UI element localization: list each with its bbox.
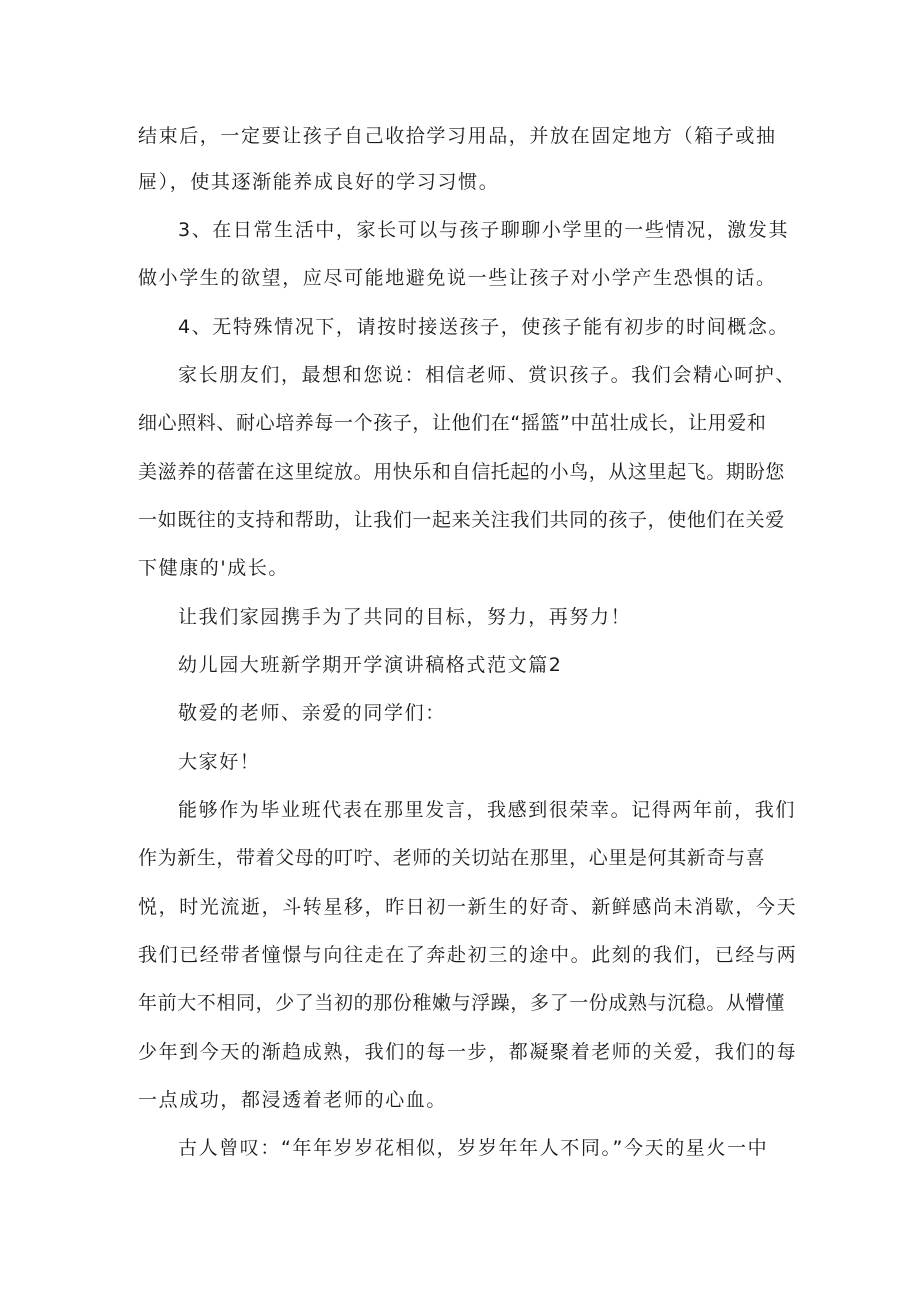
text-line-17: 悦，时光流逝，斗转星移，昨日初一新生的好奇、新鲜感尚未消歇，今天 xyxy=(138,896,798,918)
text-line-2: 屉），使其逐渐能养成良好的学习习惯。 xyxy=(138,171,500,193)
text-line-1: 结束后，一定要让孩子自己收拾学习用品，并放在固定地方（箱子或抽 xyxy=(138,125,777,147)
text-line-7: 细心照料、耐心培养每一个孩子，让他们在“摇篮”中茁壮成长，让用爱和 xyxy=(138,412,767,434)
text-line-4: 做小学生的欲望，应尽可能地避免说一些让孩子对小学产生恐惧的话。 xyxy=(138,267,777,289)
text-line-5: 4、无特殊情况下，请按时接送孩子，使孩子能有初步的时间概念。 xyxy=(178,316,790,338)
text-line-20: 少年到今天的渐趋成熟，我们的每一步，都凝聚着老师的关爱，我们的每 xyxy=(138,1041,798,1063)
section-heading: 幼儿园大班新学期开学演讲稿格式范文篇2 xyxy=(178,654,563,676)
text-line-8: 美滋养的蓓蕾在这里绽放。用快乐和自信托起的小鸟，从这里起飞。期盼您 xyxy=(138,461,785,483)
greeting: 大家好！ xyxy=(178,751,261,773)
salutation: 敬爱的老师、亲爱的同学们： xyxy=(178,702,446,724)
text-line-15: 能够作为毕业班代表在那里发言，我感到很荣幸。记得两年前，我们 xyxy=(178,799,797,821)
text-line-3: 3、在日常生活中，家长可以与孩子聊聊小学里的一些情况，激发其 xyxy=(178,219,790,241)
text-line-18: 我们已经带者憧憬与向往走在了奔赴初三的途中。此刻的我们，已经与两 xyxy=(138,944,798,966)
text-line-9: 一如既往的支持和帮助，让我们一起来关注我们共同的孩子，使他们在关爱 xyxy=(138,509,785,531)
text-line-16: 作为新生，带着父母的叮咛、老师的关切站在那里，心里是何其新奇与喜 xyxy=(138,847,766,869)
text-line-6: 家长朋友们，最想和您说：相信老师、赏识孩子。我们会精心呵护、 xyxy=(178,364,797,386)
text-line-21: 一点成功，都浸透着老师的心血。 xyxy=(138,1089,448,1111)
text-line-11: 让我们家园携手为了共同的目标，努力，再努力！ xyxy=(178,606,632,628)
text-line-22: 古人曾叹：“年年岁岁花相似，岁岁年年人不同。”今天的星火一中 xyxy=(178,1137,769,1159)
text-line-10: 下健康的'成长。 xyxy=(138,557,290,579)
text-line-19: 年前大不相同，少了当初的那份稚嫩与浮躁，多了一份成熟与沉稳。从懵懂 xyxy=(138,992,785,1014)
